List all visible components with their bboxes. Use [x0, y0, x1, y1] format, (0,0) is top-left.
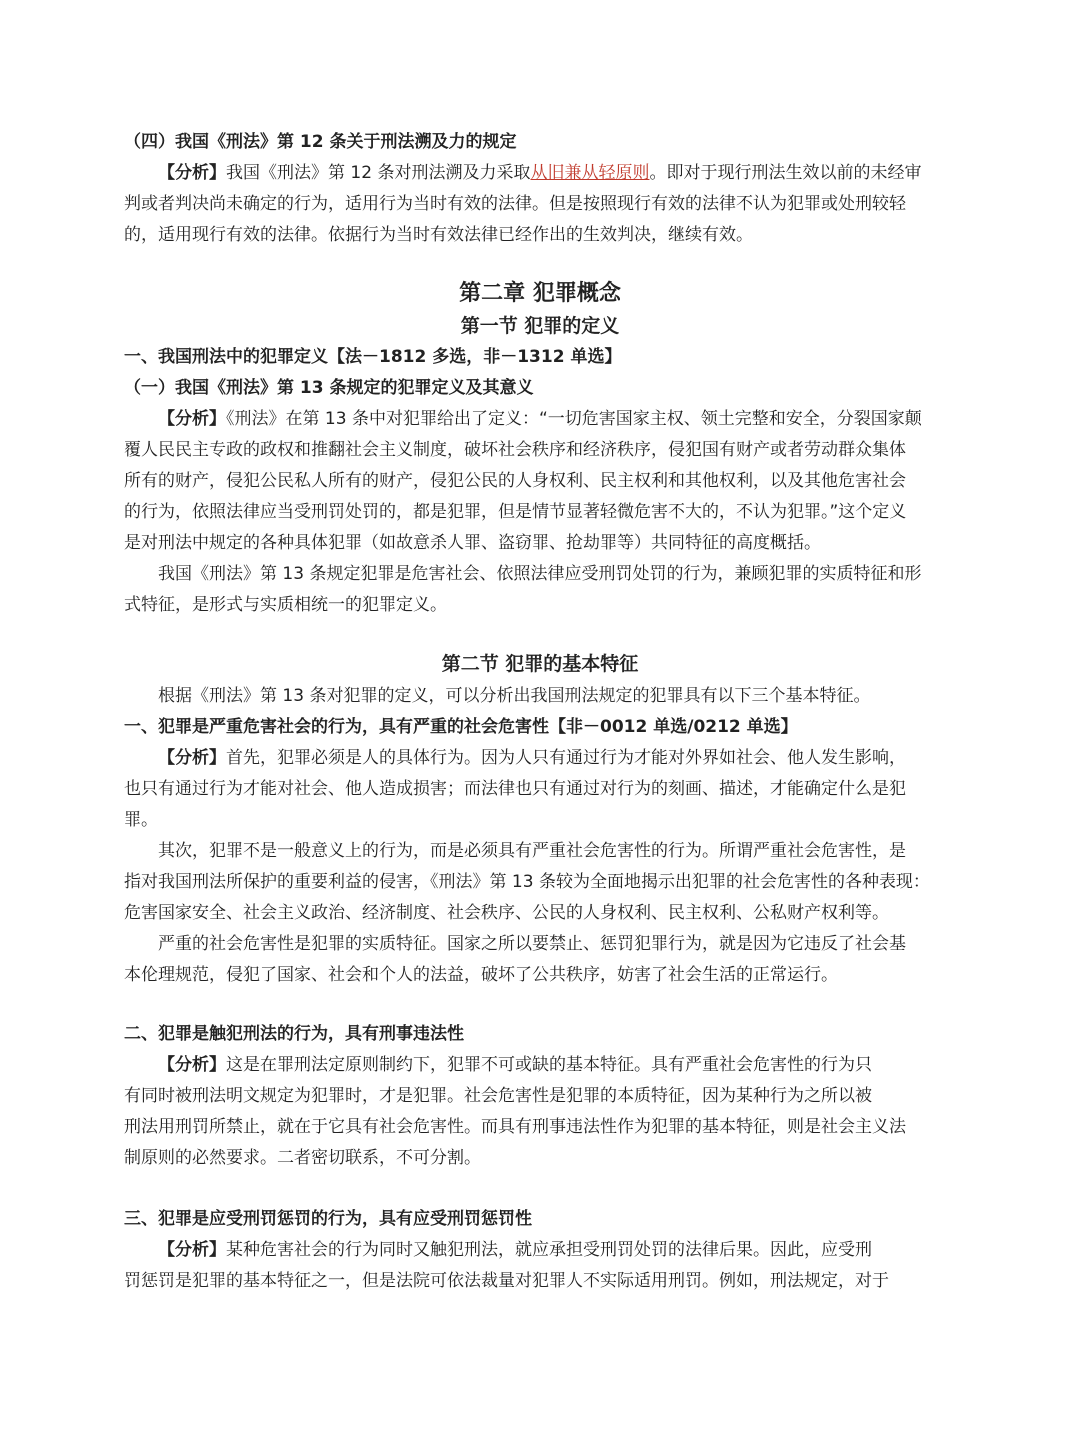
paragraph-line: 判或者判决尚未确定的行为，适用行为当时有效的法律。但是按照现行有效的法律不认为犯罪或处刑较轻 [124, 194, 906, 214]
section-title: 第二节 犯罪的基本特征 [441, 653, 639, 675]
paragraph-line: 罚惩罚是犯罪的基本特征之一，但是法院可依法裁量对犯罪人不实际适用刑罚。例如，刑法规定，对于 [124, 1271, 889, 1291]
section-title: 第一节 犯罪的定义 [460, 315, 620, 337]
paragraph-line: 刑法用刑罚所禁止，就在于它具有社会危害性。而具有刑事违法性作为犯罪的基本特征，则是社会主义法 [124, 1117, 906, 1137]
paragraph-line: 危害国家安全、社会主义政治、经济制度、社会秩序、公民的人身权利、民主权利、公私财产权利等。 [124, 903, 889, 923]
text-segment: 我国《刑法》第 12 条对刑法溯及力采取 [226, 163, 531, 183]
subsection-heading: （一）我国《刑法》第 13 条规定的犯罪定义及其意义 [124, 378, 534, 398]
paragraph-line [158, 408, 922, 430]
paragraph-line: 式特征，是形式与实质相统一的犯罪定义。 [124, 595, 447, 615]
analysis-tag: 【分析】 [158, 409, 226, 429]
subsection-heading: 三、犯罪是应受刑罚惩罚的行为，具有应受刑罚惩罚性 [124, 1209, 532, 1229]
paragraph-line [158, 162, 921, 184]
paragraph-line [158, 747, 906, 769]
analysis-tag: 【分析】 [158, 748, 226, 768]
paragraph-line: 的行为，依照法律应当受刑罚处罚的，都是犯罪，但是情节显著轻微危害不大的，不认为犯罪。”这个定义 [124, 502, 907, 522]
text-segment: 这是在罪刑法定原则制约下，犯罪不可或缺的基本特征。具有严重社会危害性的行为只 [226, 1055, 872, 1075]
analysis-tag: 【分析】 [158, 1055, 226, 1075]
paragraph-line: 本伦理规范，侵犯了国家、社会和个人的法益，破坏了公共秩序，妨害了社会生活的正常运行。 [124, 965, 838, 985]
analysis-tag: 【分析】 [158, 163, 226, 183]
paragraph-line [158, 1054, 872, 1076]
paragraph-line: 制原则的必然要求。二者密切联系，不可分割。 [124, 1148, 481, 1168]
paragraph-line: 我国《刑法》第 13 条规定犯罪是危害社会、依照法律应受刑罚处罚的行为，兼顾犯罪的实质特征和形 [158, 564, 922, 584]
text-segment: 首先，犯罪必须是人的具体行为。因为人只有通过行为才能对外界如社会、他人发生影响， [226, 748, 906, 768]
paragraph-line: 罪。 [124, 810, 158, 830]
paragraph-line: 指对我国刑法所保护的重要利益的侵害，《刑法》第 13 条较为全面地揭示出犯罪的社会危害性的各种表现： [124, 872, 930, 892]
paragraph-line [158, 1239, 872, 1261]
paragraph-line: 也只有通过行为才能对社会、他人造成损害；而法律也只有通过对行为的刻画、描述，才能确定什么是犯 [124, 779, 906, 799]
subsection-heading: 一、犯罪是严重危害社会的行为，具有严重的社会危害性【非－0012 单选/0212 单选】 [124, 717, 798, 737]
paragraph-line: 覆人民民主专政的政权和推翻社会主义制度，破坏社会秩序和经济秩序，侵犯国有财产或者劳动群众集体 [124, 440, 906, 460]
subsection-heading: 二、犯罪是触犯刑法的行为，具有刑事违法性 [124, 1024, 464, 1044]
paragraph-line: 是对刑法中规定的各种具体犯罪（如故意杀人罪、盗窃罪、抢劫罪等）共同特征的高度概括。 [124, 533, 821, 553]
analysis-tag: 【分析】 [158, 1240, 226, 1260]
paragraph-line: 严重的社会危害性是犯罪的实质特征。国家之所以要禁止、惩罚犯罪行为，就是因为它违反了社会基 [158, 934, 906, 954]
text-segment: 某种危害社会的行为同时又触犯刑法，就应承担受刑罚处罚的法律后果。因此，应受刑 [226, 1240, 872, 1260]
chapter-title: 第二章 犯罪概念 [459, 281, 621, 306]
text-segment: 。即对于现行刑法生效以前的未经审 [649, 163, 922, 183]
highlighted-principle: 从旧兼从轻原则 [530, 163, 650, 183]
text-segment: 《刑法》在第 13 条中对犯罪给出了定义：“一切危害国家主权、领土完整和安全，分裂国家颠 [226, 409, 922, 429]
subsection-heading: （四）我国《刑法》第 12 条关于刑法溯及力的规定 [124, 132, 517, 152]
subsection-heading: 一、我国刑法中的犯罪定义【法－1812 多选，非－1312 单选】 [124, 347, 622, 367]
paragraph-line: 有同时被刑法明文规定为犯罪时，才是犯罪。社会危害性是犯罪的本质特征，因为某种行为之所以被 [124, 1086, 872, 1106]
paragraph-line: 所有的财产，侵犯公民私人所有的财产，侵犯公民的人身权利、民主权利和其他权利，以及其他危害社会 [124, 471, 906, 491]
paragraph-line: 根据《刑法》第 13 条对犯罪的定义，可以分析出我国刑法规定的犯罪具有以下三个基本特征。 [158, 686, 871, 706]
paragraph-line: 的，适用现行有效的法律。依据行为当时有效法律已经作出的生效判决，继续有效。 [124, 225, 753, 245]
paragraph-line: 其次，犯罪不是一般意义上的行为，而是必须具有严重社会危害性的行为。所谓严重社会危害性，是 [158, 841, 906, 861]
